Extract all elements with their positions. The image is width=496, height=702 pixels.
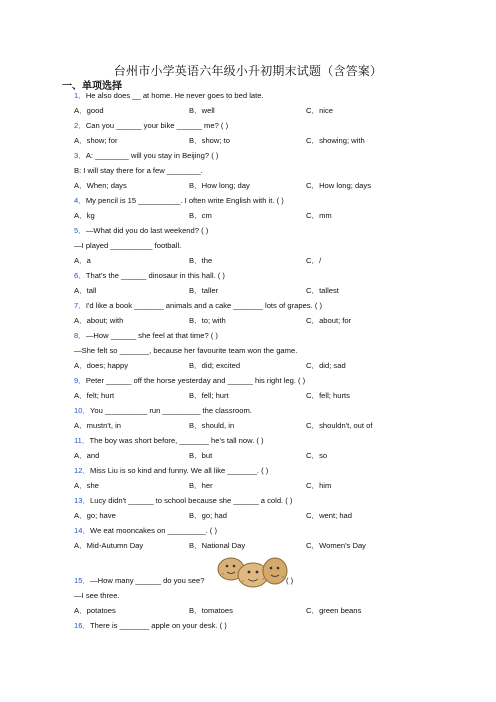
option-a: A．about; with [74, 316, 124, 325]
option-c: C．How long; days [306, 181, 371, 190]
option-a: A．does; happy [74, 361, 129, 370]
question-number: 12． [74, 466, 91, 475]
option-b: B．National Day [189, 541, 246, 550]
option-c: C．Women's Day [306, 541, 366, 550]
question-5 [74, 226, 208, 236]
option-b: B．taller [189, 286, 219, 295]
page-title: 台州市小学英语六年级小升初期末试题（含答案） [113, 64, 383, 78]
question-number: 8． [74, 331, 86, 340]
option-b: B．well [189, 106, 215, 115]
option-c: C．fell; hurts [306, 391, 350, 400]
option-c: C．did; sad [306, 361, 346, 370]
option-c: C．/ [306, 256, 322, 265]
question-1 [74, 91, 264, 101]
question-extra-line: B: I will stay there for a few ________. [74, 166, 203, 175]
question-number: 11． [74, 436, 90, 445]
option-c: C．nice [306, 106, 334, 115]
question-number: 3． [74, 151, 86, 160]
option-c: C．went; had [306, 511, 353, 520]
option-a: A．a [74, 256, 91, 265]
question-number: 15． [74, 576, 91, 585]
question-13 [74, 496, 292, 506]
option-a: A．kg [74, 211, 95, 220]
option-b: B．tomatoes [189, 606, 233, 615]
question-text: Peter ______ off the horse yesterday and ______ his right leg. ( ) [85, 376, 306, 385]
question-number: 16． [74, 621, 91, 630]
option-c: C．green beans [306, 606, 362, 615]
option-b: B．to; with [189, 316, 226, 325]
question-text: —How ______ she feel at that time? ( ) [85, 331, 218, 340]
option-c: C．showing; with [306, 136, 365, 145]
option-a: A．show; for [74, 136, 118, 145]
question-number: 10． [74, 406, 91, 415]
question-text: We eat mooncakes on _________. ( ) [90, 526, 217, 535]
question-16 [74, 621, 227, 631]
question-text: A: ________ will you stay in Beijing? ( ) [85, 151, 219, 160]
question-number: 1． [74, 91, 86, 100]
question-8 [74, 331, 218, 341]
option-a: A．she [74, 481, 99, 490]
question-2 [74, 121, 228, 131]
option-b: B．cm [189, 211, 212, 220]
option-b: B．should, in [189, 421, 235, 430]
option-c: C．him [306, 481, 332, 490]
question-number: 9． [74, 376, 86, 385]
potatoes-picture [213, 549, 289, 589]
question-15 [74, 576, 204, 586]
option-c: C．about; for [306, 316, 352, 325]
question-9 [74, 376, 305, 386]
question-number: 7． [74, 301, 86, 310]
question-number: 5． [74, 226, 86, 235]
question-3 [74, 151, 218, 161]
question-number: 4． [74, 196, 86, 205]
question-12 [74, 466, 268, 476]
answer-bracket: ( ) [286, 576, 294, 585]
question-text: The boy was short before, _______ he's tall now. ( ) [89, 436, 264, 445]
question-text: There is _______ apple on your desk. ( ) [90, 621, 227, 630]
question-extra-line: —I played __________ football. [74, 241, 182, 250]
option-b: B．go; had [189, 511, 227, 520]
option-b: B．fell; hurt [189, 391, 229, 400]
option-b: B．but [189, 451, 213, 460]
option-a: A．Mid-Autumn Day [74, 541, 144, 550]
question-text: That's the ______ dinosaur in this hall. ( ) [85, 271, 225, 280]
question-text: He also does __ at home. He never goes to bed late. [85, 91, 264, 100]
option-b: B．did; excited [189, 361, 241, 370]
option-c: C．shouldn't, out of [306, 421, 373, 430]
option-b: B．her [189, 481, 213, 490]
option-a: A．good [74, 106, 104, 115]
question-7 [74, 301, 322, 311]
question-extra-line: —I see three. [74, 591, 120, 600]
question-text: Can you ______ your bike ______ me? ( ) [85, 121, 229, 130]
option-c: C．so [306, 451, 328, 460]
option-a: A．tall [74, 286, 97, 295]
question-4 [74, 196, 284, 206]
question-text: Miss Liu is so kind and funny. We all like _______. ( ) [90, 466, 269, 475]
question-10 [74, 406, 252, 416]
option-a: A．potatoes [74, 606, 116, 615]
question-extra-line: —She felt so _______, because her favourite team won the game. [74, 346, 298, 355]
question-number: 14． [74, 526, 91, 535]
question-number: 6． [74, 271, 86, 280]
question-number: 2． [74, 121, 86, 130]
question-text: —What did you do last weekend? ( ) [85, 226, 209, 235]
option-b: B．the [189, 256, 213, 265]
option-c: C．mm [306, 211, 332, 220]
option-b: B．show; to [189, 136, 230, 145]
option-c: C．tallest [306, 286, 339, 295]
question-14 [74, 526, 217, 536]
question-text: You __________ run _________ the classroom. [90, 406, 252, 415]
option-a: A．and [74, 451, 100, 460]
question-11 [74, 436, 264, 446]
question-text: My pencil is 15 __________. I often write English with it. ( ) [85, 196, 284, 205]
question-text: —How many ______ do you see? [90, 576, 205, 585]
question-text: Lucy didn't ______ to school because she ______ a cold. ( ) [90, 496, 293, 505]
question-6 [74, 271, 225, 281]
question-number: 13． [74, 496, 91, 505]
option-a: A．go; have [74, 511, 116, 520]
section-heading: 一、单项选择 [62, 81, 122, 92]
option-a: A．felt; hurt [74, 391, 115, 400]
option-b: B．How long; day [189, 181, 250, 190]
option-a: A．mustn't, in [74, 421, 122, 430]
question-text: I'd like a book _______ animals and a cake _______ lots of grapes. ( ) [85, 301, 322, 310]
option-a: A．When; days [74, 181, 127, 190]
